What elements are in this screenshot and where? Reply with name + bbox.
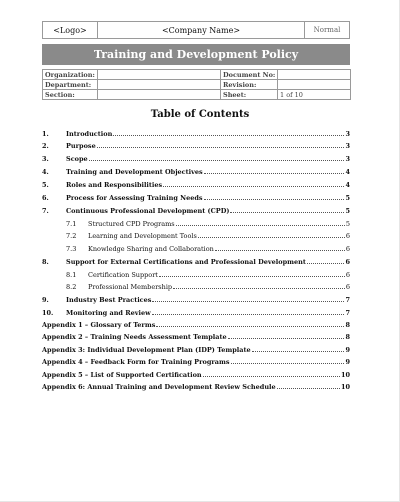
toc-entry-number: 8.1 (66, 271, 77, 279)
company-name: <Company Name> (98, 22, 305, 38)
toc-dot-leader (198, 237, 345, 238)
toc-entry-number: 6. (42, 194, 49, 202)
toc-entry-text: Scope (66, 155, 88, 163)
toc-entry-number: 2. (42, 142, 49, 150)
toc-entry-number: 5. (42, 181, 49, 189)
toc-entry-text: Support for External Certifications and Professional Development (66, 258, 306, 266)
toc-entry-number: 7.2 (66, 232, 77, 240)
toc-page-number: 3 (345, 142, 350, 150)
toc-page-number: 5 (345, 194, 350, 202)
toc-dot-leader (176, 225, 345, 226)
toc-entry-number: 9. (42, 296, 49, 304)
revision-label: Revision: (221, 80, 278, 90)
toc-dot-leader (252, 351, 345, 352)
toc-entry-number: 8. (42, 258, 49, 266)
organization-value (98, 70, 221, 80)
toc-entry-number: 10. (42, 309, 54, 317)
toc-dot-leader (230, 212, 344, 213)
toc-entry-text: Continuous Professional Development (CPD) (66, 207, 230, 215)
toc-page-number: 9 (345, 358, 350, 366)
toc-entry[interactable] (42, 179, 350, 189)
toc-entry-text: Appendix 3: Individual Development Plan (IDP) Template (42, 346, 251, 354)
toc-entry[interactable] (42, 269, 350, 279)
toc-page-number: 9 (345, 346, 350, 354)
toc-dot-leader (156, 326, 344, 327)
toc-dot-leader (203, 376, 340, 377)
toc-appendix-entry[interactable] (42, 344, 350, 354)
toc-page-number: 6 (345, 245, 350, 253)
toc-appendix-entry[interactable] (42, 356, 350, 366)
department-label: Department: (43, 80, 98, 90)
toc-entry-text: Certification Support (88, 271, 158, 279)
toc-entry-text: Process for Assessing Training Needs (66, 194, 203, 202)
sheet-value: 1 of 10 (278, 90, 351, 100)
toc-page-number: 7 (345, 309, 350, 317)
toc-dot-leader (159, 276, 345, 277)
toc-dot-leader (152, 301, 344, 302)
revision-value (278, 80, 351, 90)
toc-entry[interactable] (42, 307, 350, 317)
toc-dot-leader (277, 388, 340, 389)
toc-entry[interactable] (42, 243, 350, 253)
toc-entry-text: Appendix 6: Annual Training and Development Review Schedule (42, 383, 276, 391)
toc-entry-text: Monitoring and Review (66, 309, 151, 317)
toc-entry-number: 1. (42, 130, 49, 138)
toc-entry[interactable] (42, 218, 350, 228)
toc-page-number: 8 (345, 321, 350, 329)
toc-entry-text: Professional Membership (88, 283, 173, 291)
toc-entry-text: Purpose (66, 142, 96, 150)
toc-title: Table of Contents (150, 109, 250, 120)
toc-page-number: 6 (345, 271, 350, 279)
toc-entry[interactable] (42, 294, 350, 304)
toc-appendix-entry[interactable] (42, 369, 350, 379)
section-label: Section: (43, 90, 98, 100)
toc-page-number: 4 (345, 168, 350, 176)
toc-entry[interactable] (42, 140, 350, 150)
toc-entry[interactable] (42, 166, 350, 176)
toc-entry[interactable] (42, 128, 350, 138)
toc-entry[interactable] (42, 230, 350, 240)
toc-entry[interactable] (42, 192, 350, 202)
toc-entry[interactable] (42, 205, 350, 215)
toc-entry-text: Training and Development Objectives (66, 168, 203, 176)
toc-entry-text: Appendix 4 – Feedback Form for Training Programs (42, 358, 230, 366)
document-no-label: Document No: (221, 70, 278, 80)
toc-dot-leader (152, 314, 345, 315)
toc-dot-leader (89, 160, 345, 161)
toc-dot-leader (228, 338, 345, 339)
organization-label: Organization: (43, 70, 98, 80)
toc-page-number: 10 (340, 371, 350, 379)
classification-label: Normal (313, 26, 341, 34)
toc-page-number: 5 (345, 207, 350, 215)
toc-dot-leader (215, 250, 345, 251)
section-value (98, 90, 221, 100)
toc-dot-leader (307, 263, 345, 264)
toc-dot-leader (113, 135, 344, 136)
toc-entry-number: 4. (42, 168, 49, 176)
toc-dot-leader (173, 288, 345, 289)
sheet-label: Sheet: (221, 90, 278, 100)
toc-appendix-entry[interactable] (42, 319, 350, 329)
toc-entry-number: 8.2 (66, 283, 77, 291)
toc-entry[interactable] (42, 153, 350, 163)
header-strip (42, 21, 350, 39)
toc-page-number: 3 (345, 130, 350, 138)
toc-entry[interactable] (42, 281, 350, 291)
toc-entry-text: Introduction (66, 130, 113, 138)
toc-entry-number: 7.3 (66, 245, 77, 253)
toc-entry-text: Appendix 2 – Training Needs Assessment Template (42, 333, 227, 341)
toc-appendix-entry[interactable] (42, 331, 350, 341)
toc-entry-number: 3. (42, 155, 49, 163)
toc-page-number: 3 (345, 155, 350, 163)
toc-page-number: 7 (345, 296, 350, 304)
toc-entry-text: Appendix 5 – List of Supported Certification (42, 371, 202, 379)
toc-page-number: 6 (345, 258, 350, 266)
document-title: Training and Development Policy (42, 44, 350, 65)
document-no-value (278, 70, 351, 80)
toc-page-number: 5 (345, 220, 350, 228)
toc-appendix-entry[interactable] (42, 381, 350, 391)
toc-dot-leader (204, 199, 345, 200)
toc-dot-leader (163, 186, 344, 187)
toc-page-number: 10 (340, 383, 350, 391)
toc-entry-number: 7.1 (66, 220, 77, 228)
department-value (98, 80, 221, 90)
toc-entry-number: 7. (42, 207, 49, 215)
toc-dot-leader (231, 363, 345, 364)
toc-entry-text: Learning and Development Tools (88, 232, 197, 240)
toc-entry-text: Structured CPD Programs (88, 220, 175, 228)
toc-entry-text: Industry Best Practices (66, 296, 152, 304)
document-meta-table (42, 69, 351, 100)
toc-page-number: 6 (345, 232, 350, 240)
toc-entry-text: Knowledge Sharing and Collaboration (88, 245, 214, 253)
toc-entry-text: Roles and Responsibilities (66, 181, 163, 189)
toc-page-number: 8 (345, 333, 350, 341)
toc-dot-leader (97, 147, 345, 148)
toc-dot-leader (204, 173, 345, 174)
toc-page-number: 4 (345, 181, 350, 189)
logo-placeholder: <Logo> (43, 22, 98, 38)
toc-entry[interactable] (42, 256, 350, 266)
toc-entry-text: Appendix 1 – Glossary of Terms (42, 321, 156, 329)
toc-page-number: 6 (345, 283, 350, 291)
